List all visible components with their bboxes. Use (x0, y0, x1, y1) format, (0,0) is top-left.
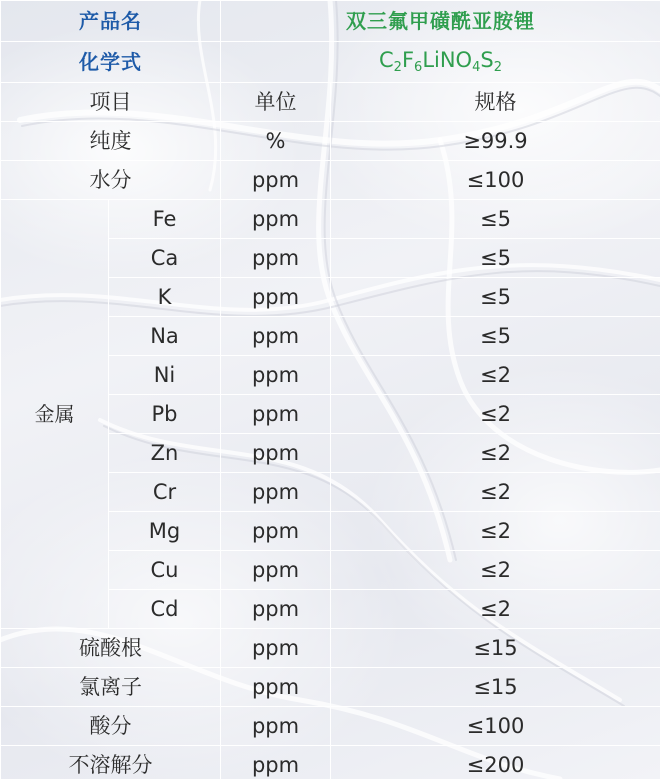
row-spec: ≤2 (331, 590, 660, 629)
product-name-row (1, 1, 660, 42)
row-unit: ppm (221, 434, 331, 473)
row-spec: ≤2 (331, 512, 660, 551)
table-row (1, 668, 660, 707)
row-unit: ppm (221, 161, 331, 200)
row-spec: ≤2 (331, 473, 660, 512)
metal-element: K (109, 278, 221, 317)
metal-element: Mg (109, 512, 221, 551)
row-spec: ≤15 (331, 668, 660, 707)
row-unit: ppm (221, 395, 331, 434)
row-unit: ppm (221, 278, 331, 317)
row-unit: ppm (221, 317, 331, 356)
row-item: 不溶解分 (1, 746, 221, 779)
row-unit: % (221, 122, 331, 161)
column-header-row (1, 83, 660, 122)
row-item: 纯度 (1, 122, 221, 161)
metal-element: Zn (109, 434, 221, 473)
product-name-label: 产品名 (1, 1, 221, 42)
row-spec: ≥99.9 (331, 122, 660, 161)
row-spec: ≤2 (331, 395, 660, 434)
row-spec: ≤5 (331, 239, 660, 278)
metal-element: Na (109, 317, 221, 356)
table-row (1, 122, 660, 161)
row-item: 酸分 (1, 707, 221, 746)
row-unit: ppm (221, 200, 331, 239)
formula-value: $C_2F_6LiNO_4S_2$ (221, 42, 660, 83)
row-spec: ≤100 (331, 161, 660, 200)
row-unit: ppm (221, 551, 331, 590)
row-item: 氯离子 (1, 668, 221, 707)
metal-element: Fe (109, 200, 221, 239)
row-unit: ppm (221, 746, 331, 779)
row-spec: ≤5 (331, 200, 660, 239)
column-header-unit: 单位 (221, 83, 331, 122)
row-unit: ppm (221, 356, 331, 395)
row-unit: ppm (221, 473, 331, 512)
row-unit: ppm (221, 707, 331, 746)
row-unit: ppm (221, 668, 331, 707)
row-item: 硫酸根 (1, 629, 221, 668)
column-header-spec: 规格 (331, 83, 660, 122)
metal-element: Cu (109, 551, 221, 590)
row-spec: ≤100 (331, 707, 660, 746)
metal-element: Ca (109, 239, 221, 278)
metal-row (1, 200, 660, 239)
table-row (1, 707, 660, 746)
row-spec: ≤5 (331, 317, 660, 356)
table-row (1, 746, 660, 779)
formula-label: 化学式 (1, 42, 221, 83)
row-unit: ppm (221, 629, 331, 668)
row-spec: ≤2 (331, 356, 660, 395)
row-item: 水分 (1, 161, 221, 200)
table-row (1, 161, 660, 200)
column-header-item: 项目 (1, 83, 221, 122)
metal-element: Cd (109, 590, 221, 629)
row-unit: ppm (221, 590, 331, 629)
row-spec: ≤2 (331, 434, 660, 473)
row-spec: ≤200 (331, 746, 660, 779)
row-spec: ≤2 (331, 551, 660, 590)
row-spec: ≤15 (331, 629, 660, 668)
formula-row (1, 42, 660, 83)
table-row (1, 629, 660, 668)
metal-element: Ni (109, 356, 221, 395)
row-unit: ppm (221, 512, 331, 551)
metals-group-label: 金属 (1, 200, 109, 629)
row-spec: ≤5 (331, 278, 660, 317)
row-unit: ppm (221, 239, 331, 278)
metal-element: Pb (109, 395, 221, 434)
product-name-value: 双三氟甲磺酰亚胺锂 (221, 1, 660, 42)
metal-element: Cr (109, 473, 221, 512)
